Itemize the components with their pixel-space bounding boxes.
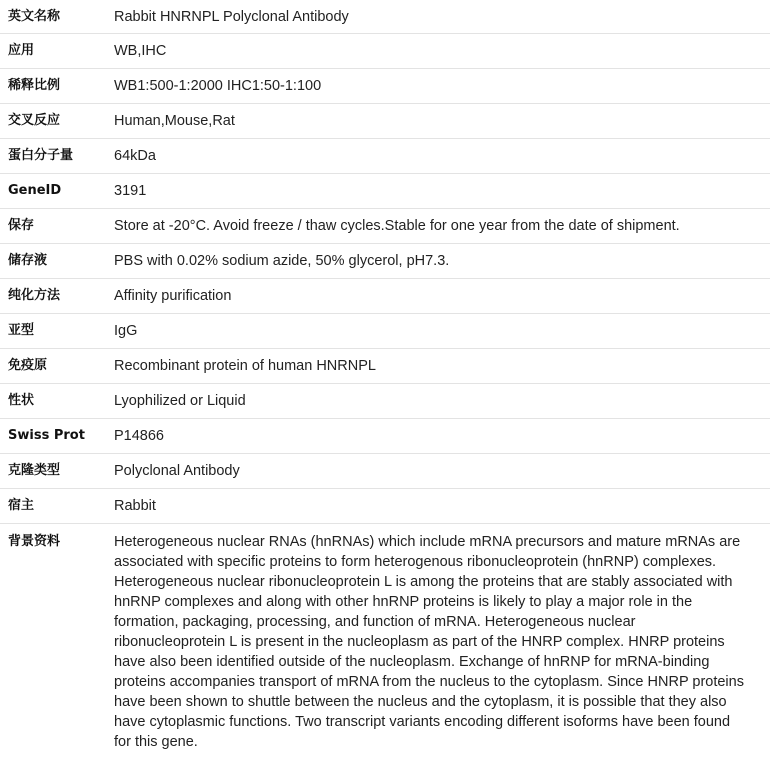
spec-value: IgG (114, 323, 138, 339)
spec-value: Human,Mouse,Rat (114, 113, 235, 129)
spec-row-host (0, 489, 770, 524)
spec-value: Polyclonal Antibody (114, 463, 240, 479)
spec-label: 亚型 (8, 323, 35, 338)
spec-label: 宿主 (8, 498, 35, 513)
spec-value: 3191 (114, 183, 147, 199)
spec-row-buffer (0, 244, 770, 279)
spec-row-gene-id (0, 174, 770, 209)
spec-label: 应用 (8, 43, 35, 58)
spec-label: 性状 (8, 393, 35, 408)
spec-value: Heterogeneous nuclear RNAs (hnRNAs) which include mRNA precursors and mature mRNAs are associated with specific proteins to form heterogenous ribonucleoprotein (hnRNP) complexes. Heterogeneous nuclear ribonucleoprotein L is among the proteins that are stably associated with hnRNP complexes and along with other hnRNP proteins is likely to play a major role in the formation, packaging, processing, and function of mRNA. Heterogeneous nuclear ribonucleoprotein L is present in the nucleoplasm as part of the HNRP complex. HNRP proteins have also been identified outside of the nucleoplasm. Exchange of hnRNP for mRNA-binding proteins accompanies transport of mRNA from the nucleus to the cytoplasm. Since HNRP proteins have been shown to shuttle between the nucleus and the cytoplasm, it is possible that they also have cytoplasmic functions. Two transcript variants encoding different isoforms have been found for this gene. (114, 534, 744, 750)
spec-row-isotype (0, 314, 770, 349)
spec-label: 免疫原 (8, 358, 48, 373)
spec-label: GeneID (8, 183, 62, 198)
spec-value: WB1:500-1:2000 IHC1:50-1:100 (114, 78, 322, 94)
spec-row-form (0, 384, 770, 419)
spec-row-purification (0, 279, 770, 314)
spec-label: 背景资料 (8, 534, 61, 549)
spec-label: 克隆类型 (8, 463, 61, 478)
spec-row-application (0, 34, 770, 69)
spec-label: 蛋白分子量 (8, 148, 74, 163)
spec-value: Store at -20°C. Avoid freeze / thaw cycles.Stable for one year from the date of shipment. (114, 218, 680, 234)
spec-label: 纯化方法 (8, 288, 61, 303)
spec-row-storage (0, 209, 770, 244)
spec-label: Swiss Prot (8, 428, 85, 443)
spec-label: 交叉反应 (8, 113, 61, 128)
spec-row-molecular-weight (0, 139, 770, 174)
spec-value: Rabbit (114, 498, 156, 514)
spec-value: PBS with 0.02% sodium azide, 50% glycerol, pH7.3. (114, 253, 450, 269)
spec-value: Recombinant protein of human HNRNPL (114, 358, 376, 374)
spec-row-clonality (0, 454, 770, 489)
spec-row-background (0, 524, 770, 758)
spec-label: 储存液 (8, 253, 48, 268)
spec-label: 稀释比例 (8, 78, 61, 93)
spec-row-swiss-prot (0, 419, 770, 454)
spec-row-dilution (0, 69, 770, 104)
spec-value: 64kDa (114, 148, 156, 164)
spec-label: 保存 (8, 218, 35, 233)
spec-row-english-name (0, 0, 770, 34)
spec-row-immunogen (0, 349, 770, 384)
spec-value: WB,IHC (114, 43, 167, 59)
spec-value: P14866 (114, 428, 164, 444)
spec-value: Rabbit HNRNPL Polyclonal Antibody (114, 8, 349, 25)
spec-value: Affinity purification (114, 288, 232, 304)
spec-value: Lyophilized or Liquid (114, 393, 246, 409)
spec-label: 英文名称 (8, 8, 61, 24)
spec-row-reactivity (0, 104, 770, 139)
